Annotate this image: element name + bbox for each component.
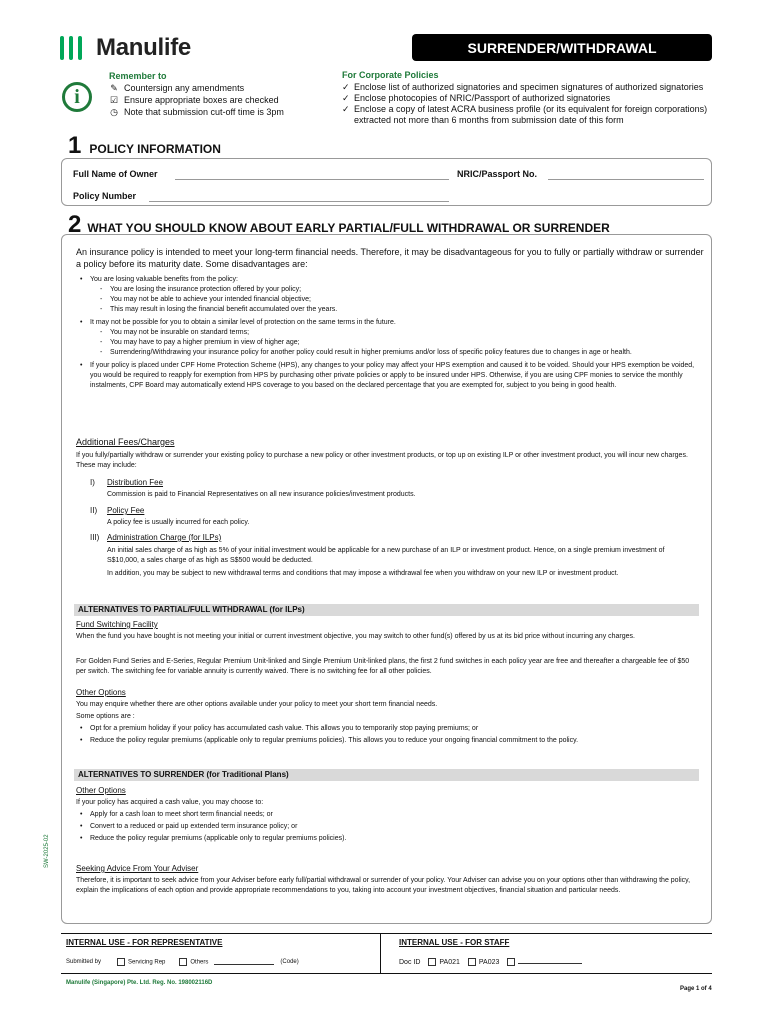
other-options-heading: Other Options — [76, 688, 126, 697]
bullet-text: You are losing valuable benefits from the policy: — [90, 276, 238, 283]
other-doc-field[interactable] — [518, 958, 582, 964]
policy-number-label: Policy Number — [73, 191, 137, 201]
fee-text: In addition, you may be subject to new withdrawal terms and conditions that may impose a withdrawal fee when you withdraw on your new ILP or investment product. — [107, 570, 619, 577]
corporate-item — [342, 82, 722, 93]
checkbox[interactable] — [179, 958, 187, 966]
form-code: SW-2025-02 — [44, 834, 50, 868]
pa021-option[interactable] — [428, 958, 460, 966]
checkbox-label: PA021 — [439, 958, 460, 966]
owner-label: Full Name of Owner — [73, 169, 158, 179]
list-item: - You may not be insurable on standard terms; — [100, 328, 705, 338]
fee-item — [90, 478, 95, 487]
clock-icon: ◷ — [110, 107, 118, 117]
section-title: WHAT YOU SHOULD KNOW ABOUT EARLY PARTIAL/FULL WITHDRAWAL OR SURRENDER — [87, 221, 610, 235]
fee-title: Policy Fee — [107, 506, 145, 515]
corporate-text: Enclose photocopies of NRIC/Passport of authorized signatories — [354, 93, 611, 103]
submitted-by-label: Submitted by — [66, 959, 102, 965]
fee-item — [90, 506, 97, 515]
doc-id-label: Doc ID — [399, 958, 421, 966]
remember-item — [109, 106, 284, 118]
check-icon: ✓ — [342, 93, 350, 103]
staff-title: INTERNAL USE - FOR STAFF — [399, 938, 510, 947]
ilp-options-list — [80, 724, 700, 746]
fee-number: I) — [90, 478, 95, 487]
pa023-option[interactable] — [468, 958, 500, 966]
fund-switch-heading: Fund Switching Facility — [76, 620, 158, 629]
checkbox[interactable] — [117, 958, 125, 966]
remember-block — [109, 70, 284, 118]
list-item: • Apply for a cash loan to meet short term financial needs; or — [80, 810, 700, 820]
list-item: - This may result in losing the financial benefit accumulated over the years. — [100, 305, 705, 315]
list-item: - You may not be able to achieve your intended financial objective; — [100, 295, 705, 305]
corporate-text: Enclose a copy of latest ACRA business profile (or its equivalent for foreign corporations) extracted not more than 6 months from submission date of this form — [354, 104, 708, 125]
footer-divider — [380, 933, 381, 973]
fund-switch-text: When the fund you have bought is not meeting your initial or current investment objective, you may switch to other fund(s) offered by us at its bid price without incurring any charges. — [76, 633, 635, 640]
fees-heading: Additional Fees/Charges — [76, 437, 175, 447]
section-number: 2 — [68, 211, 82, 238]
list-item: • Reduce the policy regular premiums (applicable only to regular premiums policies). This allows you to reduce your ongoing financial commitment to the policy. — [80, 736, 700, 746]
checkbox-label: Servicing Rep — [128, 959, 166, 966]
footer-bottom-rule — [61, 973, 712, 974]
alt-ilp-bar: ALTERNATIVES TO PARTIAL/FULL WITHDRAWAL (for ILPs) — [74, 604, 699, 616]
others-option[interactable] — [179, 958, 208, 966]
remember-heading: Remember to — [109, 71, 167, 81]
advice-text: Therefore, it is important to seek advice from your Adviser before early full/partial withdrawal or surrender of your policy. Your Adviser can advise you on your options other than withdrawing the policy, explain the implications of each option and provide appropriate recommendations to you, taking into account your investment objectives, financial situation and particular needs. — [76, 877, 691, 894]
submitted-by-row — [66, 958, 299, 966]
check-icon: ✓ — [342, 104, 350, 114]
footer-top-rule — [61, 933, 712, 934]
fee-title: Administration Charge (for ILPs) — [107, 533, 222, 542]
fee-title: Distribution Fee — [107, 478, 164, 487]
remember-item — [109, 82, 284, 94]
trad-options-list — [80, 810, 700, 844]
remember-text: Ensure appropriate boxes are checked — [124, 95, 279, 105]
fee-number: III) — [90, 533, 100, 542]
fees-intro: If you fully/partially withdraw or surrender your existing policy to purchase a new policy or other investment products, or top up on existing ILP or other investment product, you will incur new charges. These may include: — [76, 452, 688, 469]
fee-text: A policy fee is usually incurred for each policy. — [107, 519, 250, 526]
other-options-text: You may enquire whether there are other options available under your policy to meet your short term financial needs. — [76, 701, 438, 708]
advice-heading: Seeking Advice From Your Adviser — [76, 864, 199, 873]
corporate-item — [342, 93, 722, 104]
check-icon: ✓ — [342, 82, 350, 92]
other-doc-option[interactable] — [507, 958, 582, 966]
list-item: • Convert to a reduced or paid up extended term insurance policy; or — [80, 822, 700, 832]
doc-id-row — [399, 958, 582, 966]
info-icon: i — [62, 82, 92, 112]
checkbox[interactable] — [507, 958, 515, 966]
remember-text: Countersign any amendments — [124, 83, 245, 93]
list-item: - Surrendering/Withdrawing your insurance policy for another policy could result in higher premiums and/or loss of specific policy features due to changes in age or health. — [100, 348, 705, 358]
code-label: (Code) — [280, 959, 299, 965]
trad-options-heading: Other Options — [76, 786, 126, 795]
fee-text: An initial sales charge of as high as 5% of your initial investment would be applicable for a new purchase of an ILP or investment product. Hence, on a single premium investment of S$10,000, a sales charge of as high as S$500 would be deducted. — [107, 547, 665, 564]
list-item — [80, 318, 705, 358]
corporate-item — [342, 104, 722, 126]
list-item: • If your policy is placed under CPF Home Protection Scheme (HPS), any changes to your policy may affect your HPS exemption and caused it to be voided. Should your HPS exemption be voided, you would be required to reapply for exemption from HPS by purchasing other private policies or apply to be insured under HPS. Otherwise, if you are using CPF monies to service the monthly instalments, CPF Board may automatically extend HPS coverage to you based on the declared percentage that you are exempted for, subject to you being in good health. — [80, 361, 705, 391]
fee-number: II) — [90, 506, 98, 515]
fee-item — [90, 533, 99, 542]
rep-title: INTERNAL USE - FOR REPRESENTATIVE — [66, 938, 223, 947]
corporate-text: Enclose list of authorized signatories and specimen signatures of authorized signatories — [354, 82, 704, 92]
section1-heading — [68, 132, 221, 160]
code-field[interactable] — [214, 959, 274, 965]
remember-text: Note that submission cut-off time is 3pm — [124, 107, 284, 117]
form-title: SURRENDER/WITHDRAWAL — [412, 34, 712, 61]
section-title: POLICY INFORMATION — [89, 142, 221, 156]
servicing-rep-option[interactable] — [117, 958, 165, 966]
bullet-text: It may not be possible for you to obtain a similar level of protection on the same terms in the future. — [90, 319, 396, 326]
policy-number-field[interactable] — [149, 201, 449, 202]
company-registration: Manulife (Singapore) Pte. Ltd. Reg. No. 198002116D — [66, 980, 213, 986]
checkbox[interactable] — [428, 958, 436, 966]
intro-text: An insurance policy is intended to meet your long-term financial needs. Therefore, it may be disadvantageous for you to fully or partially withdraw or surrender a policy before its maturity date. Some disadvantages are: — [76, 247, 704, 269]
nric-field[interactable] — [548, 179, 704, 180]
nric-label: NRIC/Passport No. — [457, 169, 538, 179]
owner-name-field[interactable] — [175, 179, 449, 180]
corporate-heading: For Corporate Policies — [342, 70, 439, 80]
list-item: - You may have to pay a higher premium in view of higher age; — [100, 338, 705, 348]
manulife-logo — [60, 33, 191, 63]
some-options-text: Some options are : — [76, 713, 135, 720]
page-number: Page 1 of 4 — [680, 986, 712, 992]
brand-name: Manulife — [96, 34, 191, 61]
checkbox[interactable] — [468, 958, 476, 966]
checkbox-label: PA023 — [478, 958, 500, 966]
policy-info-box — [61, 158, 712, 206]
pen-icon: ✎ — [110, 83, 118, 93]
list-item: • Opt for a premium holiday if your policy has accumulated cash value. This allows you to temporarily stop paying premiums; or — [80, 724, 700, 734]
logo-bars-icon — [60, 36, 82, 60]
checkbox-label: Others — [190, 959, 209, 966]
checkbox-icon: ☑ — [109, 95, 119, 105]
list-item — [80, 275, 705, 315]
fund-switch-text: For Golden Fund Series and E-Series, Regular Premium Unit-linked and Single Premium Unit-linked plans, the first 2 fund switches in each policy year are free and thereafter a chargeable fee of $50 per switch. The switching fee for variable annuity is currently waived. There is no switching fee for all other policies. — [76, 658, 690, 675]
disadvantages-list — [80, 275, 705, 391]
corporate-block — [342, 70, 722, 126]
alt-trad-bar: ALTERNATIVES TO SURRENDER (for Traditional Plans) — [74, 769, 699, 781]
trad-intro: If your policy has acquired a cash value, you may choose to: — [76, 799, 264, 806]
remember-item — [109, 94, 284, 106]
list-item: • Reduce the policy regular premiums (applicable only to regular premiums policies). — [80, 834, 700, 844]
fee-text: Commission is paid to Financial Representatives on all new insurance policies/investment products. — [107, 491, 416, 498]
section-number: 1 — [68, 132, 82, 159]
list-item: - You are losing the insurance protection offered by your policy; — [100, 285, 705, 295]
